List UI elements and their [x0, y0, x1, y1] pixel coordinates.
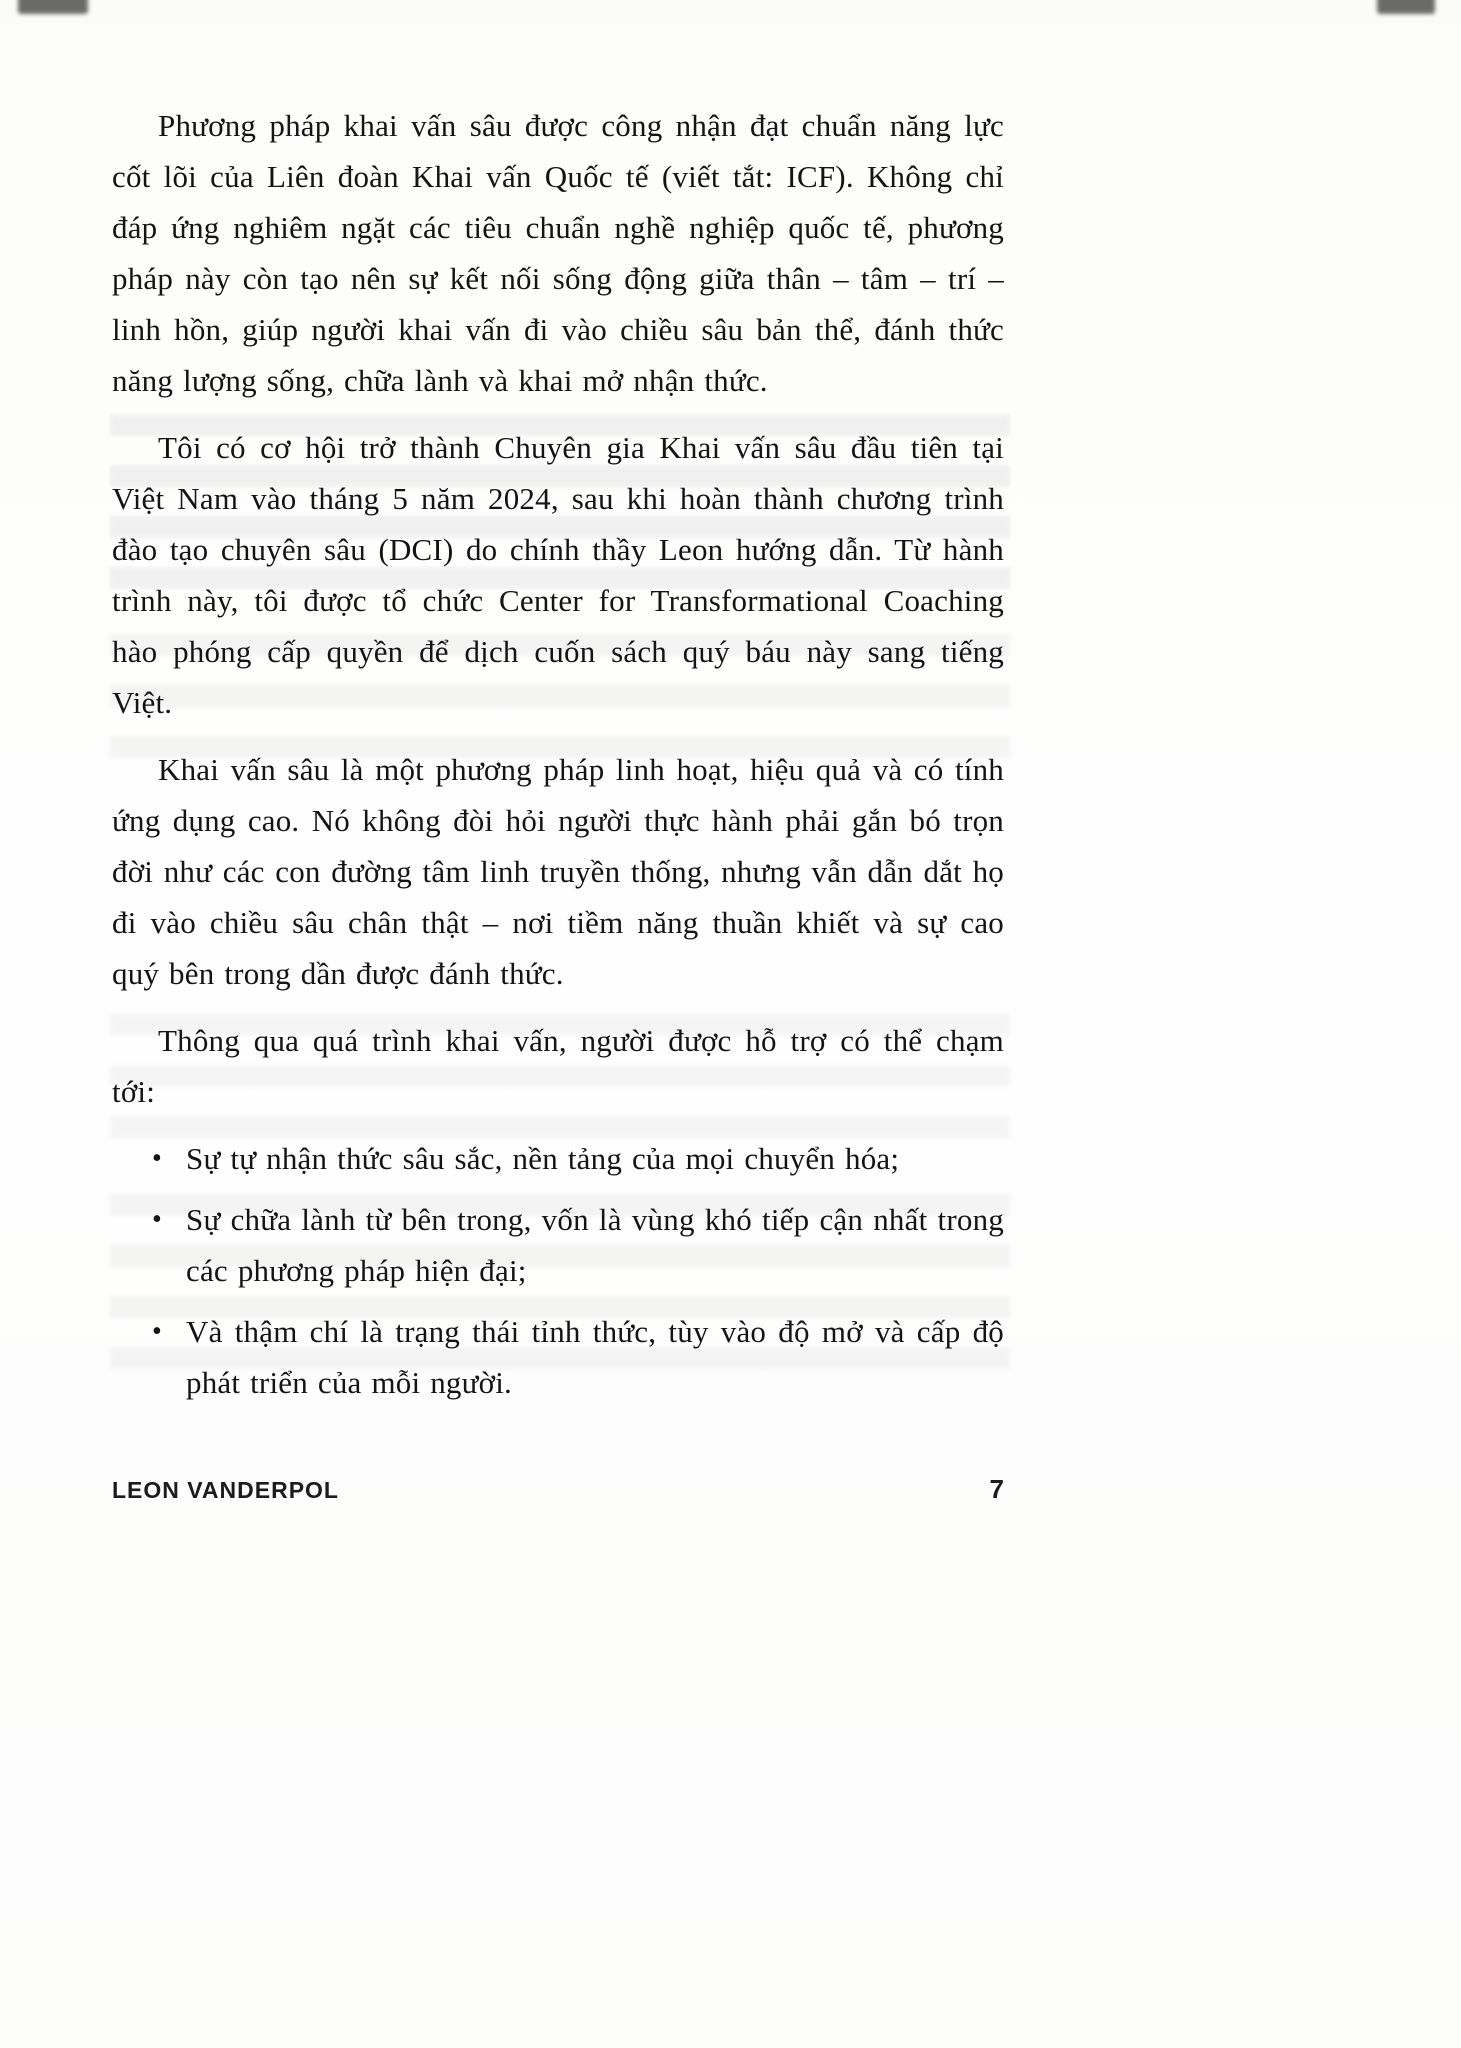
paragraph: Tôi có cơ hội trở thành Chuyên gia Khai vấn sâu đầu tiên tại Việt Nam vào tháng 5 năm 2024, sau khi hoàn thành chương trình đào tạo chuyên sâu (DCI) do chính thầy Leon hướng dẫn. Từ hành trình này, tôi được tổ chức Center for Transformational Coaching hào phóng cấp quyền để dịch cuốn sách quý báu này sang tiếng Việt.	[112, 430, 1004, 720]
paragraph: Phương pháp khai vấn sâu được công nhận đạt chuẩn năng lực cốt lõi của Liên đoàn Khai vấn Quốc tế (viết tắt: ICF). Không chỉ đáp ứng nghiêm ngặt các tiêu chuẩn nghề nghiệp quốc tế, phương pháp này còn tạo nên sự kết nối sống động giữa thân – tâm – trí – linh hồn, giúp người khai vấn đi vào chiều sâu bản thể, đánh thức năng lượng sống, chữa lành và khai mở nhận thức.	[112, 108, 1004, 398]
page-number: 7	[989, 1474, 1004, 1504]
bullet-list	[112, 1133, 1004, 1408]
list-item	[112, 1306, 1004, 1408]
paragraph: Thông qua quá trình khai vấn, người được hỗ trợ có thể chạm tới:	[112, 1023, 1004, 1109]
page-footer	[112, 1474, 1004, 1505]
bullet-icon: •	[152, 1316, 163, 1347]
scan-artifact-top-left	[18, 0, 88, 14]
bullet-icon: •	[152, 1143, 163, 1174]
list-item-text: Và thậm chí là trạng thái tỉnh thức, tùy vào độ mở và cấp độ phát triển của mỗi người.	[186, 1314, 1004, 1400]
footer-author: LEON VANDERPOL	[112, 1477, 339, 1503]
paragraph: Khai vấn sâu là một phương pháp linh hoạt, hiệu quả và có tính ứng dụng cao. Nó không đòi hỏi người thực hành phải gắn bó trọn đời như các con đường tâm linh truyền thống, nhưng vẫn dẫn dắt họ đi vào chiều sâu chân thật – nơi tiềm năng thuần khiết và sự cao quý bên trong dần được đánh thức.	[112, 752, 1004, 991]
list-item	[112, 1133, 1004, 1184]
list-item	[112, 1194, 1004, 1296]
list-item-text: Sự chữa lành từ bên trong, vốn là vùng khó tiếp cận nhất trong các phương pháp hiện đại;	[186, 1202, 1004, 1288]
body-text	[112, 100, 1004, 1418]
bullet-icon: •	[152, 1204, 163, 1235]
scan-artifact-top-right	[1377, 0, 1435, 14]
list-item-text: Sự tự nhận thức sâu sắc, nền tảng của mọi chuyển hóa;	[186, 1141, 900, 1176]
